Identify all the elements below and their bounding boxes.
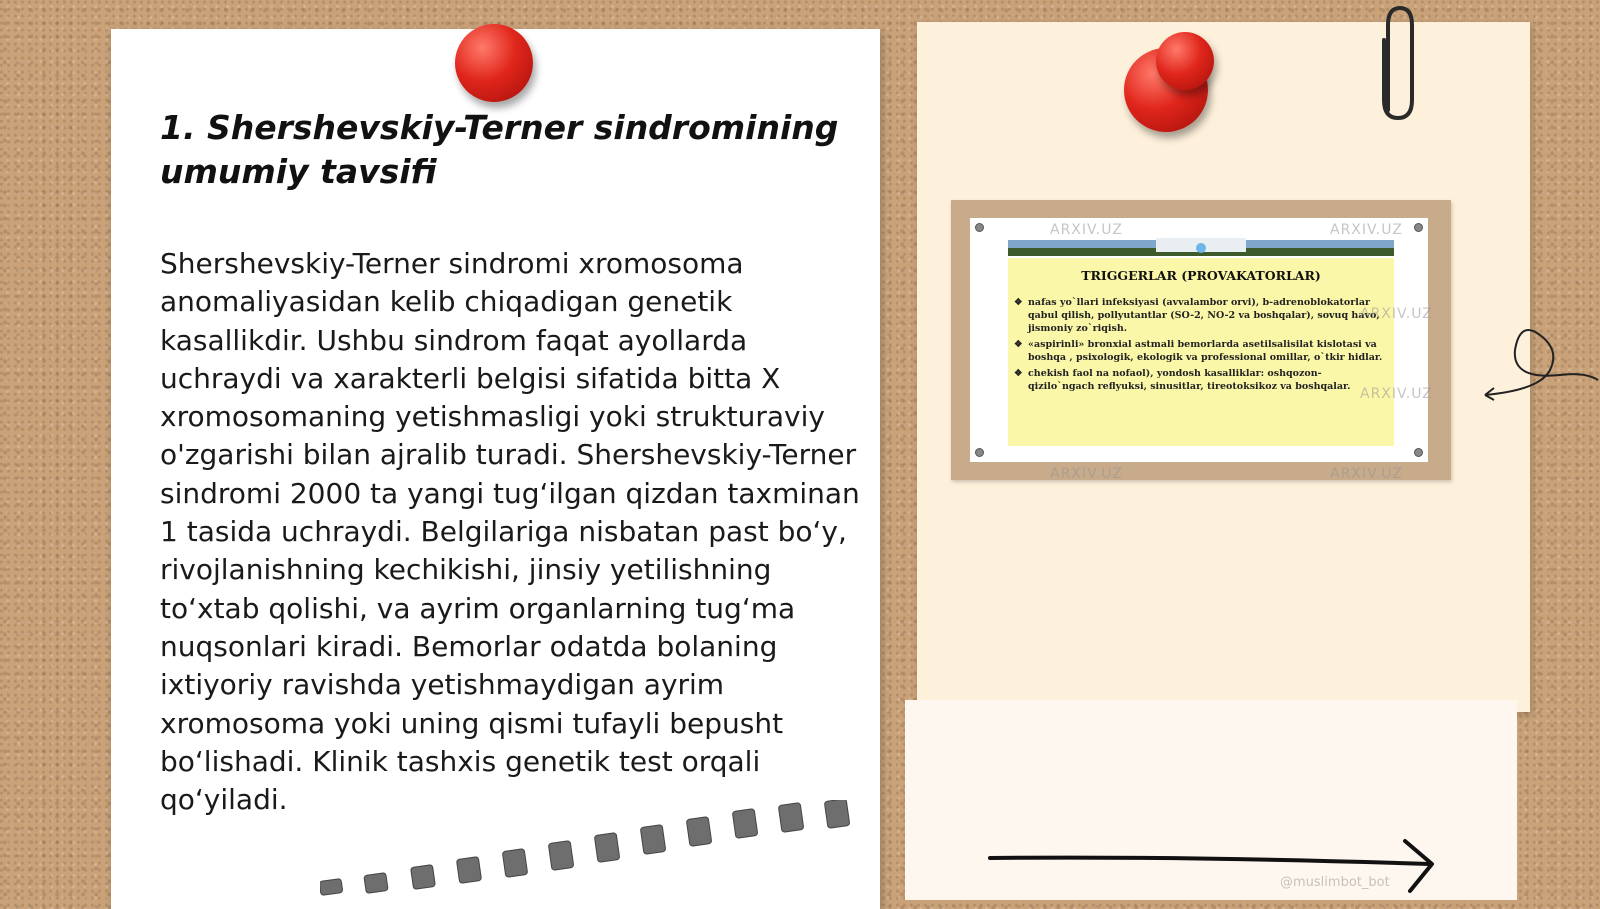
slide-title: TRIGGERLAR (PROVAKATORLAR) xyxy=(1081,268,1321,283)
paperclip-icon xyxy=(1370,0,1420,125)
push-pin-icon xyxy=(1156,32,1214,90)
slide-list-item: ❖ nafas yo`llari infeksiyasi (avvalambor orvi), b-adrenoblokatorlar qabul qilish, pollyutantlar (SO-2, NO-2 va boshqalar), sovuq havo, jismoniy zo`riqish. xyxy=(1014,297,1380,334)
note-body: Shershevskiy-Terner sindromi xromosoma anomaliyasidan kelib chiqadigan genetik kasallikdir. Ushbu sindrom faqat ayollarda uchraydi va xarakterli belgisi sifatida bitta X xromosomaning yetishmasligi yoki strukturaviy o'zgarishi bilan ajralib turadi. Shershevskiy-Terner sindromi 2000 ta yangi tug‘ilgan qizdan taxminan 1 tasida uchraydi. Belgilariga nisbatan past bo‘y, rivojlanishning kechikishi, jinsiy yetilishning to‘xtab qolishi, va ayrim organlarning tug‘ma nuqsonlari kiradi. Bemorlar odatda bolaning ixtiyoriy ravishda yetishmaydigan ayrim xromosoma yoki uning qismi tufayli bepusht bo‘lishadi. Klinik tashxis genetik test orqali qo‘yiladi. xyxy=(160,247,860,817)
watermark: ARXIV.UZ xyxy=(1050,222,1123,238)
watermark: ARXIV.UZ xyxy=(1330,466,1403,482)
watermark: ARXIV.UZ xyxy=(1330,222,1403,238)
slide-image xyxy=(970,218,1428,462)
push-pin-icon xyxy=(455,24,533,102)
credit-text: @muslimbot_bot xyxy=(1280,875,1390,890)
slide-list xyxy=(1014,296,1384,396)
pin-dot xyxy=(1414,223,1423,232)
watermark: ARXIV.UZ xyxy=(1050,466,1123,482)
slide-list-item: ❖ chekish faol na nofaol), yondosh kasalliklar: oshqozon-qizilo`ngach reflyuksi, sinusitlar, tireotoksikoz va boshqalar. xyxy=(1014,368,1351,392)
watermark: ARXIV.UZ xyxy=(1360,386,1433,402)
bullet-icon: ❖ xyxy=(1014,368,1023,379)
bullet-icon: ❖ xyxy=(1014,297,1023,308)
pin-dot xyxy=(1414,448,1423,457)
watermark: ARXIV.UZ xyxy=(1360,306,1433,322)
bullet-icon: ❖ xyxy=(1014,339,1023,350)
slide-list-item: ❖ «aspirinli» bronxial astmali bemorlarda asetilsalisilat kislotasi va boshqa , psixologik, ekologik va professional omillar, o`tkir hidlar. xyxy=(1014,339,1383,363)
spiral-binding xyxy=(320,800,880,900)
pin-dot xyxy=(975,223,984,232)
doodle-loop-arrow xyxy=(1480,310,1600,410)
note-title: 1. Shershevskiy-Terner sindromining umumiy tavsifi xyxy=(160,108,839,191)
pin-dot xyxy=(975,448,984,457)
slide-content xyxy=(1008,258,1394,446)
